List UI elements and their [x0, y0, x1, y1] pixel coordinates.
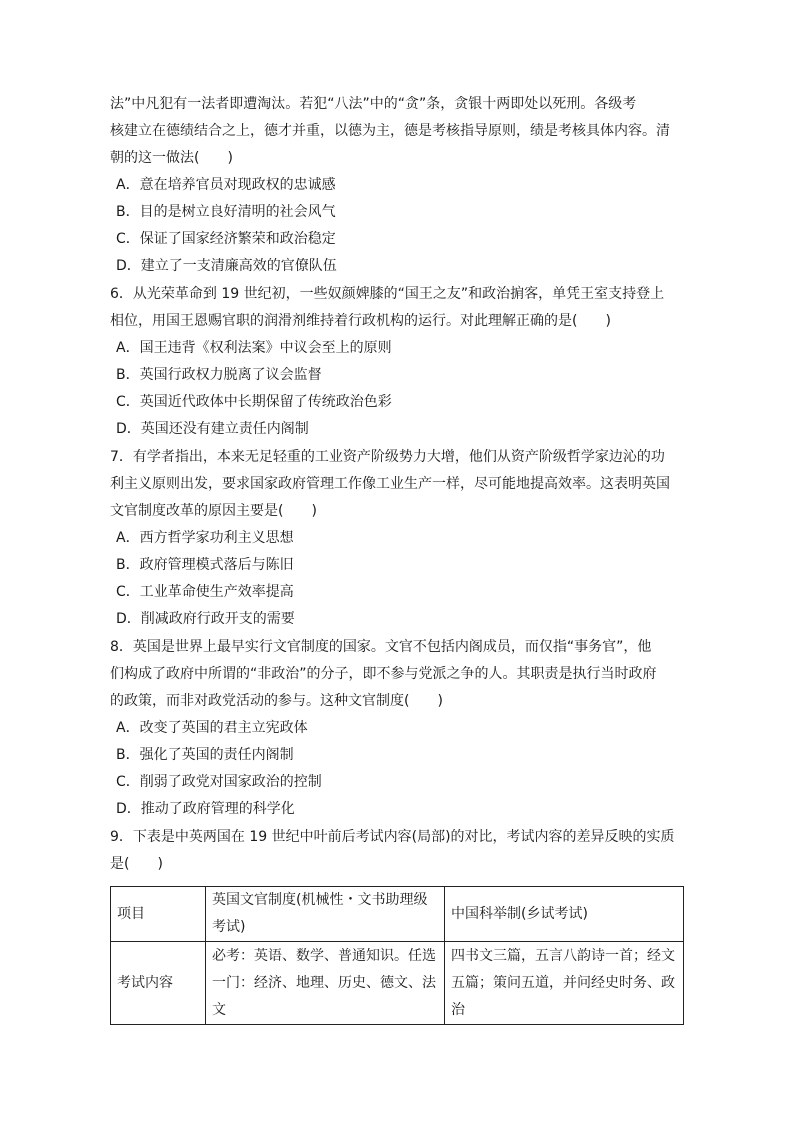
- q5-option-d: D．建立了一支清廉高效的官僚队伍: [116, 258, 337, 274]
- row-label-exam-content: 考试内容: [111, 942, 206, 1025]
- q6-option-a: A．国王违背《权利法案》中议会至上的原则: [116, 340, 392, 356]
- cell-china-content: [445, 942, 684, 1025]
- china-content-line-2: 五篇；策问五道，并问经史时务、政: [451, 974, 675, 991]
- q8-option-d: D．推动了政府管理的科学化: [116, 801, 295, 817]
- q9-stem-line-2: 是( ): [110, 856, 163, 872]
- q8-option-a: A．改变了英国的君主立宪政体: [116, 720, 308, 736]
- china-content-line-3: 治: [451, 1001, 465, 1018]
- q5-option-b: B．目的是树立良好清明的社会风气: [116, 204, 336, 220]
- q7-option-c: C．工业革命使生产效率提高: [116, 584, 294, 600]
- britain-content-line-3: 文: [212, 1001, 226, 1018]
- q5-stem-line-2: 核建立在德绩结合之上，德才并重，以德为主，德是考核指导原则，绩是考核具体内容。清: [110, 123, 670, 139]
- britain-content-line-1: 必考：英语、数学、普通知识。任选: [212, 947, 436, 964]
- q5-option-c: C．保证了国家经济繁荣和政治稳定: [116, 231, 336, 247]
- q6-stem-line-2: 相位，用国王恩赐官职的润滑剂维持着行政机构的运行。对此理解正确的是( ): [110, 313, 611, 329]
- q7-stem-line-2: 利主义原则出发，要求国家政府管理工作像工业生产一样，尽可能地提高效率。这表明英国: [110, 476, 670, 492]
- q6-option-c: C．英国近代政体中长期保留了传统政治色彩: [116, 394, 392, 410]
- table-row: [111, 942, 684, 1025]
- q8-option-c: C．削弱了政党对国家政治的控制: [116, 774, 322, 790]
- q6-option-d: D．英国还没有建立责任内阁制: [116, 421, 309, 437]
- q6-stem-line-1: 6．从光荣革命到 19 世纪初，一些奴颜婢膝的“国王之友”和政治掮客，单凭王室支持登上: [110, 286, 665, 302]
- header-cell-item: 项目: [111, 887, 206, 942]
- china-content-line-1: 四书文三篇，五言八韵诗一首；经文: [451, 947, 675, 964]
- q7-option-b: B．政府管理模式落后与陈旧: [116, 557, 294, 573]
- q6-option-b: B．英国行政权力脱离了议会监督: [116, 367, 322, 383]
- q7-stem-line-1: 7．有学者指出，本来无足轻重的工业资产阶级势力大增，他们从资产阶级哲学家边沁的功: [110, 449, 665, 465]
- q7-stem-line-3: 文官制度改革的原因主要是( ): [110, 503, 317, 519]
- q5-stem-line-1: 法”中凡犯有一法者即遭淘汰。若犯“八法”中的“贪”条，贪银十两即处以死刑。各级考: [110, 96, 637, 112]
- q5-stem-line-3: 朝的这一做法( ): [110, 150, 233, 166]
- q8-stem-line-1: 8．英国是世界上最早实行文官制度的国家。文官不包括内阁成员，而仅指“事务官”，他: [110, 639, 652, 655]
- q7-option-a: A．西方哲学家功利主义思想: [116, 530, 294, 546]
- header-britain-line-2: 考试): [212, 919, 246, 935]
- table-header-row: [111, 887, 684, 942]
- q8-stem-line-2: 们构成了政府中所谓的“非政治”的分子，即不参与党派之争的人。其职责是执行当时政府: [110, 666, 657, 682]
- q8-stem-line-3: 的政策，而非对政党活动的参与。这种文官制度( ): [110, 693, 443, 709]
- q7-option-d: D．削减政府行政开支的需要: [116, 611, 295, 627]
- britain-content-line-2: 一门：经济、地理、历史、德文、法: [212, 974, 436, 991]
- header-britain-line-1: 英国文官制度(机械性・文书助理级: [212, 892, 428, 908]
- cell-britain-content: [206, 942, 445, 1025]
- header-cell-britain: [206, 887, 445, 942]
- q5-option-a: A．意在培养官员对现政权的忠诚感: [116, 177, 336, 193]
- q8-option-b: B．强化了英国的责任内阁制: [116, 747, 294, 763]
- q9-stem-line-1: 9．下表是中英两国在 19 世纪中叶前后考试内容(局部)的对比，考试内容的差异反映的实质: [110, 829, 675, 845]
- header-cell-china: 中国科举制(乡试考试): [445, 887, 684, 942]
- comparison-table: [110, 886, 684, 1025]
